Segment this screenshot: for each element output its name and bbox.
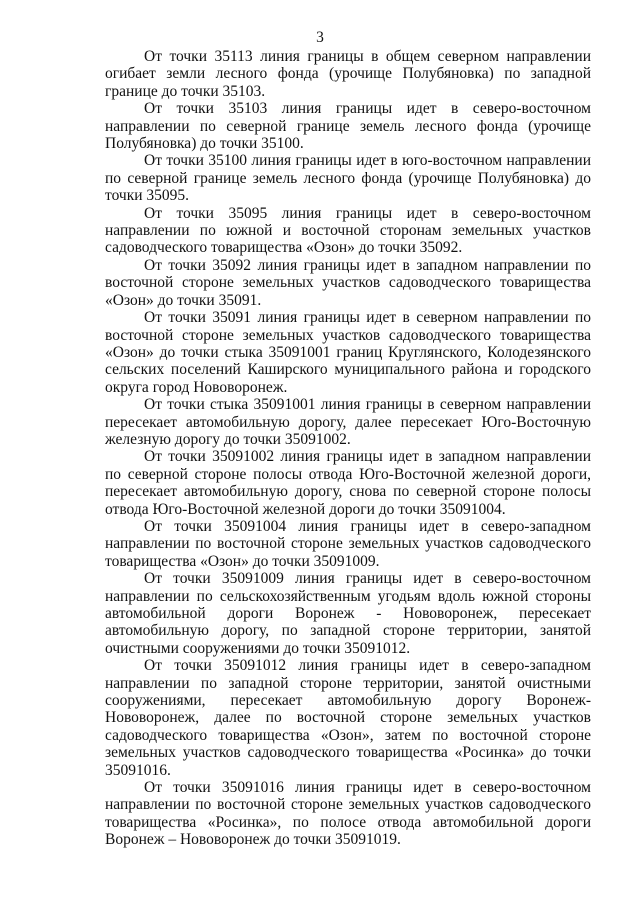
paragraph-3: От точки 35100 линия границы идет в юго-восточном направлении по северной границе земель лесного фонда (урочище Полубяновка) до точки 35095. [105, 152, 591, 205]
document-body [105, 48, 591, 849]
paragraph-12: От точки 35091016 линия границы идет в северо-восточном направлении по восточной стороне земельных участков садоводческого товарищества «Росинка», по полосе отвода автомобильной дороги Воронеж – Нововоронеж до точки 35091019. [105, 779, 591, 849]
paragraph-1: От точки 35113 линия границы в общем северном направлении огибает земли лесного фонда (урочище Полубяновка) по западной границе до точки 35103. [105, 48, 591, 100]
paragraph-11: От точки 35091012 линия границы идет в северо-западном направлении по западной стороне территории, занятой очистными сооружениями, пересекает автомобильную дорогу Воронеж-Нововоронеж, далее по восточной стороне земельных участков садоводческого товарищества «Озон», затем по восточной стороне земельных участков садоводческого товарищества «Росинка» до точки 35091016. [105, 657, 591, 779]
paragraph-5: От точки 35092 линия границы идет в западном направлении по восточной стороне земельных участков садоводческого товарищества «Озон» до точки 35091. [105, 256, 591, 309]
paragraph-7: От точки стыка 35091001 линия границы в северном направлении пересекает автомобильную дорогу, далее пересекает Юго-Восточную железную дорогу до точки 35091002. [105, 396, 591, 448]
paragraph-9: От точки 35091004 линия границы идет в северо-западном направлении по восточной стороне земельных участков садоводческого товарищества «Озон» до точки 35091009. [105, 517, 591, 570]
paragraph-4: От точки 35095 линия границы идет в северо-восточном направлении по южной и восточной сторонам земельных участков садоводческого товарищества «Озон» до точки 35092. [105, 204, 591, 257]
page-number: 3 [316, 29, 324, 46]
paragraph-6: От точки 35091 линия границы идет в северном направлении по восточной стороне земельных участков садоводческого товарищества «Озон» до точки стыка 35091001 границ Круглянского, Колодезянского сельских поселений Каширского муниципального района и городского округа город Нововоронеж. [105, 309, 591, 396]
paragraph-2: От точки 35103 линия границы идет в северо-восточном направлении по северной границе земель лесного фонда (урочище Полубяновка) до точки 35100. [105, 100, 591, 153]
paragraph-8: От точки 35091002 линия границы идет в западном направлении по северной стороне полосы отвода Юго-Восточной железной дороги, пересекает автомобильную дорогу, снова по северной стороне полосы отвода Юго-Восточной железной дороги до точки 35091004. [105, 448, 591, 518]
paragraph-10: От точки 35091009 линия границы идет в северо-восточном направлении по сельскохозяйственным угодьям вдоль южной стороны автомобильной дороги Воронеж - Нововоронеж, пересекает автомобильную дорогу, по западной стороне территории, занятой очистными сооружениями до точки 35091012. [105, 570, 591, 657]
